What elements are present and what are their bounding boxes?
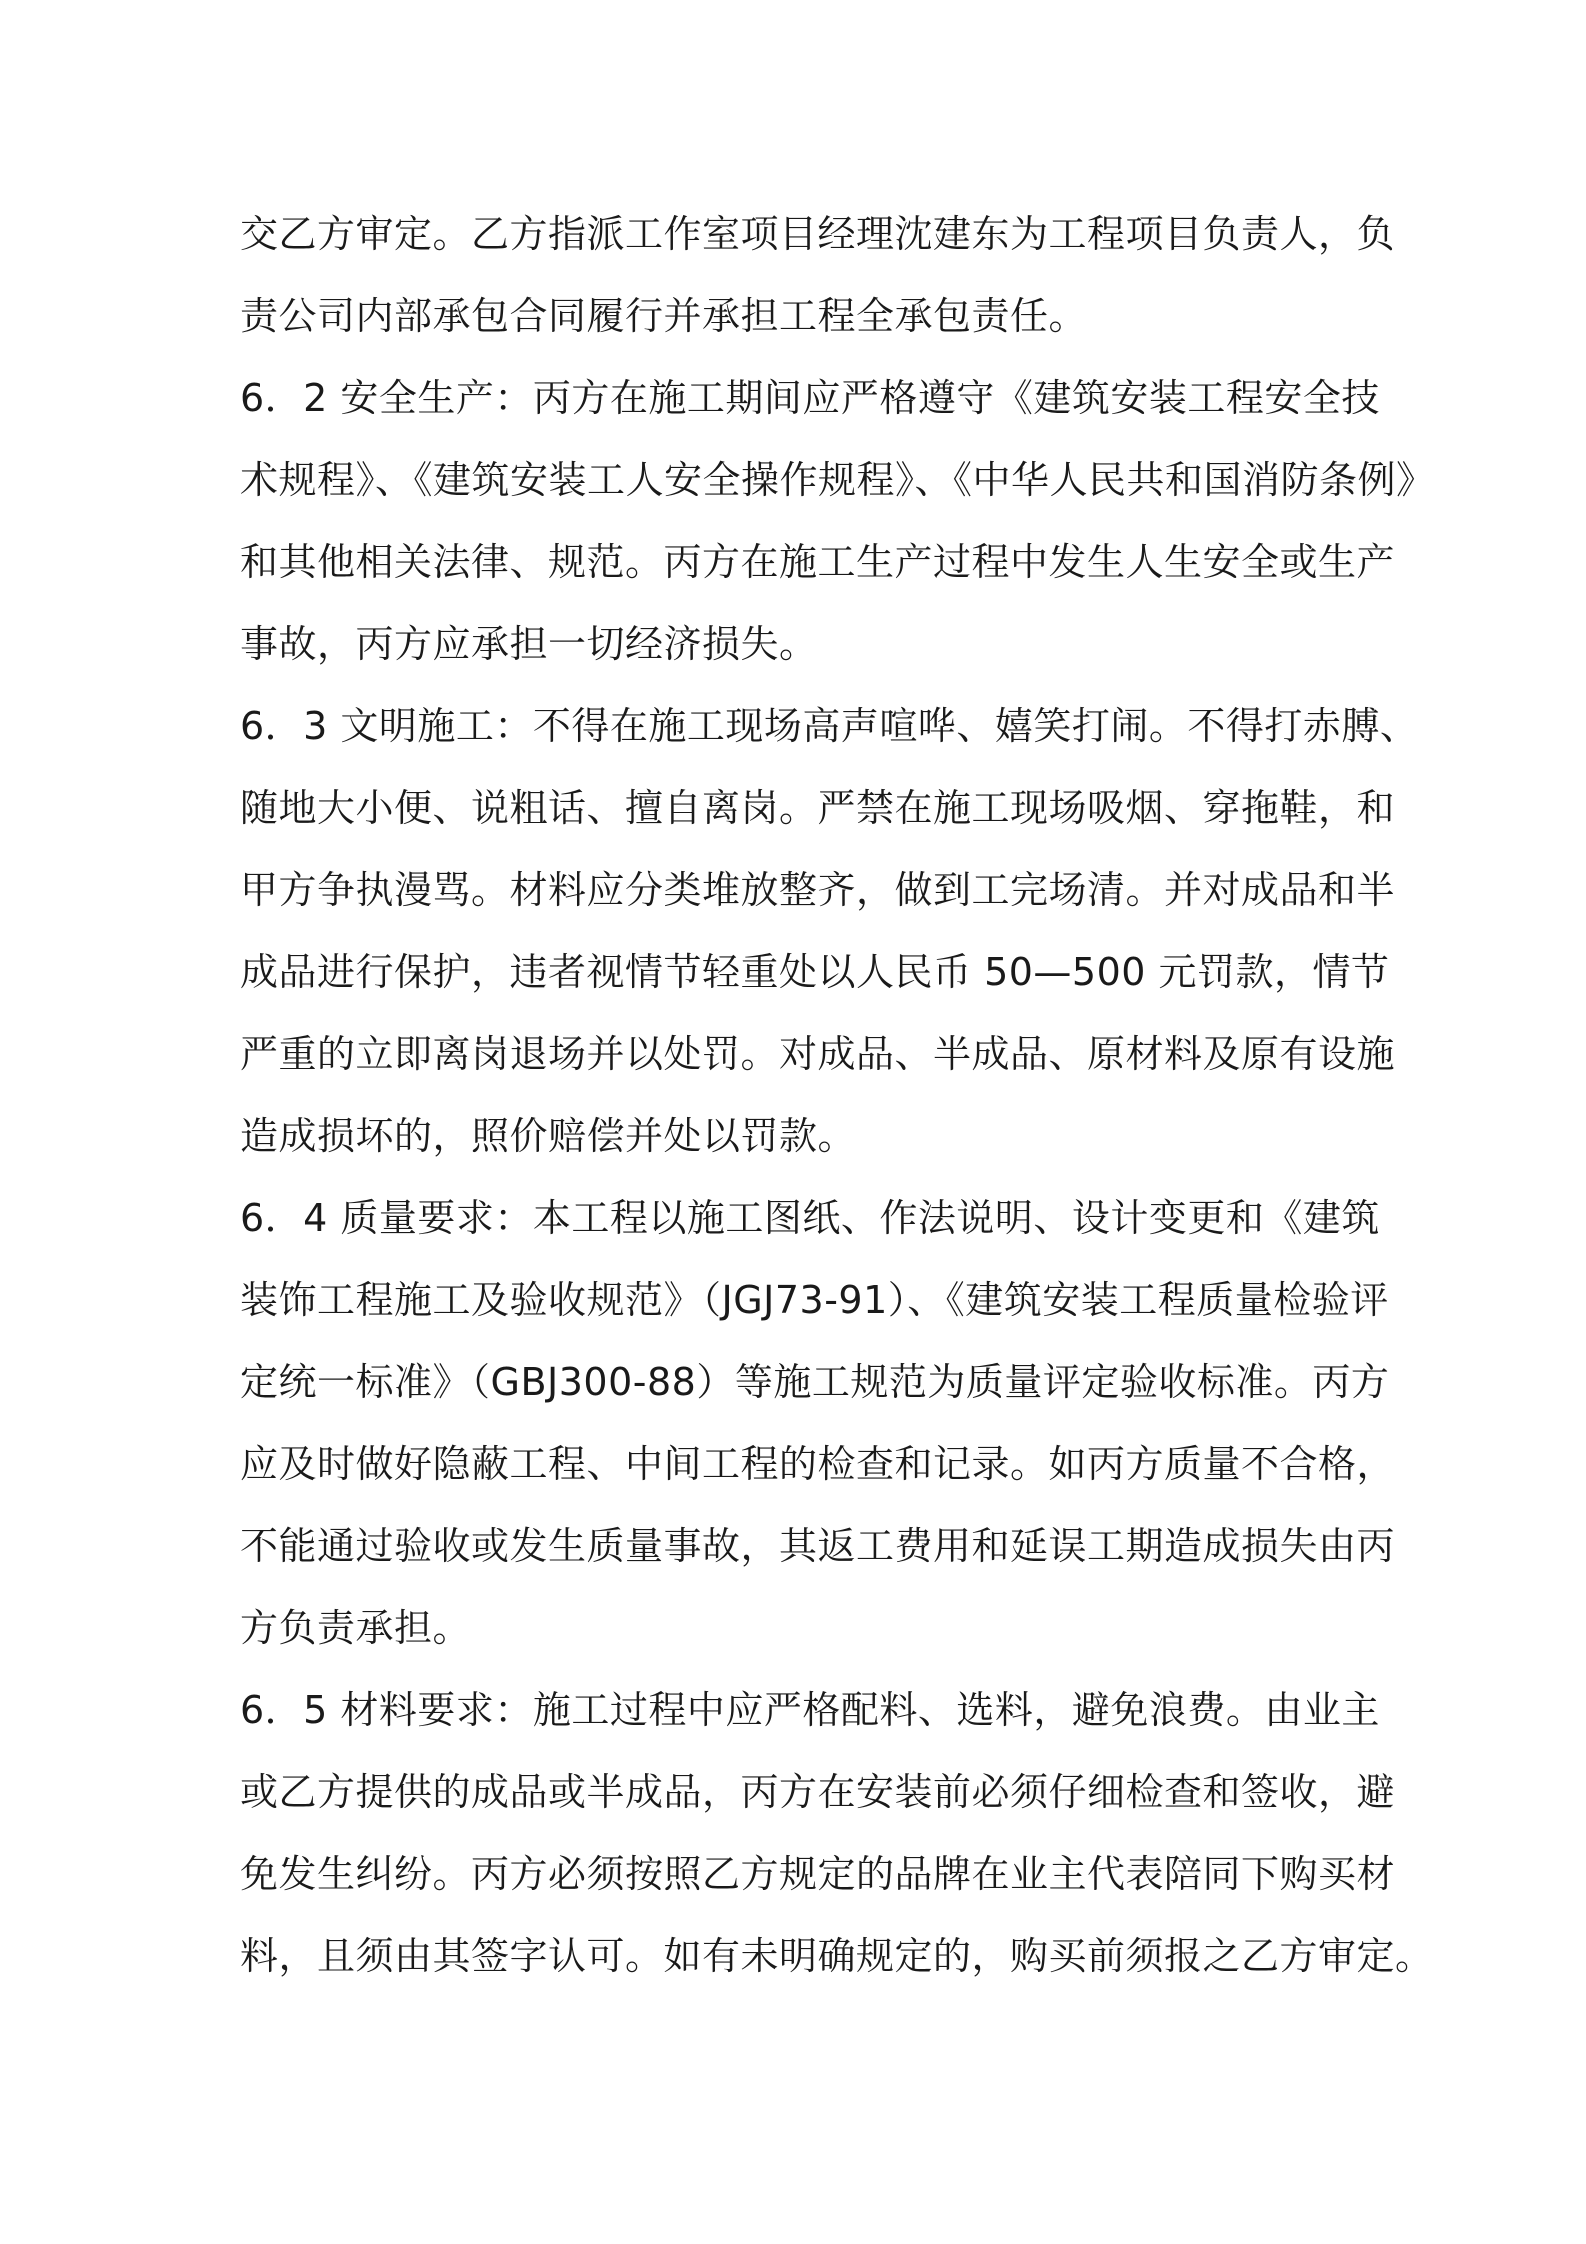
text-line: 方负责承担。 bbox=[240, 1606, 472, 1650]
text-line: 或乙方提供的成品或半成品，丙方在安装前必须仔细检查和签收，避 bbox=[240, 1770, 1396, 1814]
text-line: 和其他相关法律、规范。丙方在施工生产过程中发生人生安全或生产 bbox=[240, 540, 1396, 584]
text-line: 造成损坏的，照价赔偿并处以罚款。 bbox=[240, 1114, 857, 1158]
text-line: 成品进行保护，违者视情节轻重处以人民币 50—500 元罚款，情节 bbox=[240, 950, 1390, 994]
text-line: 免发生纠纷。丙方必须按照乙方规定的品牌在业主代表陪同下购买材 bbox=[240, 1852, 1396, 1896]
text-line: 甲方争执漫骂。材料应分类堆放整齐，做到工完场清。并对成品和半 bbox=[240, 868, 1396, 912]
text-line: 责公司内部承包合同履行并承担工程全承包责任。 bbox=[240, 294, 1088, 338]
text-line: 料，且须由其签字认可。如有未明确规定的，购买前须报之乙方审定。 bbox=[240, 1934, 1434, 1978]
text-line: 事故，丙方应承担一切经济损失。 bbox=[240, 622, 818, 666]
text-line: 严重的立即离岗退场并以处罚。对成品、半成品、原材料及原有设施 bbox=[240, 1032, 1396, 1076]
text-line: 定统一标准》（GBJ300-88）等施工规范为质量评定验收标准。丙方 bbox=[240, 1360, 1390, 1404]
text-line: 术规程》、《建筑安装工人安全操作规程》、《中华人民共和国消防条例》 bbox=[240, 458, 1435, 502]
text-line: 6．4 质量要求：本工程以施工图纸、作法说明、设计变更和《建筑 bbox=[240, 1196, 1380, 1240]
text-line: 应及时做好隐蔽工程、中间工程的检查和记录。如丙方质量不合格， bbox=[240, 1442, 1396, 1486]
text-line: 装饰工程施工及验收规范》（JGJ73-91）、《建筑安装工程质量检验评 bbox=[240, 1278, 1389, 1322]
text-line: 随地大小便、说粗话、擅自离岗。严禁在施工现场吸烟、穿拖鞋，和 bbox=[240, 786, 1396, 830]
text-line: 6．2 安全生产：丙方在施工期间应严格遵守《建筑安装工程安全技 bbox=[240, 376, 1380, 420]
text-line: 6．5 材料要求：施工过程中应严格配料、选料，避免浪费。由业主 bbox=[240, 1688, 1380, 1732]
text-line: 交乙方审定。乙方指派工作室项目经理沈建东为工程项目负责人，负 bbox=[240, 212, 1396, 256]
text-line: 6．3 文明施工：不得在施工现场高声喧哗、嬉笑打闹。不得打赤膊、 bbox=[240, 704, 1419, 748]
text-line: 不能通过验收或发生质量事故，其返工费用和延误工期造成损失由丙 bbox=[240, 1524, 1396, 1568]
